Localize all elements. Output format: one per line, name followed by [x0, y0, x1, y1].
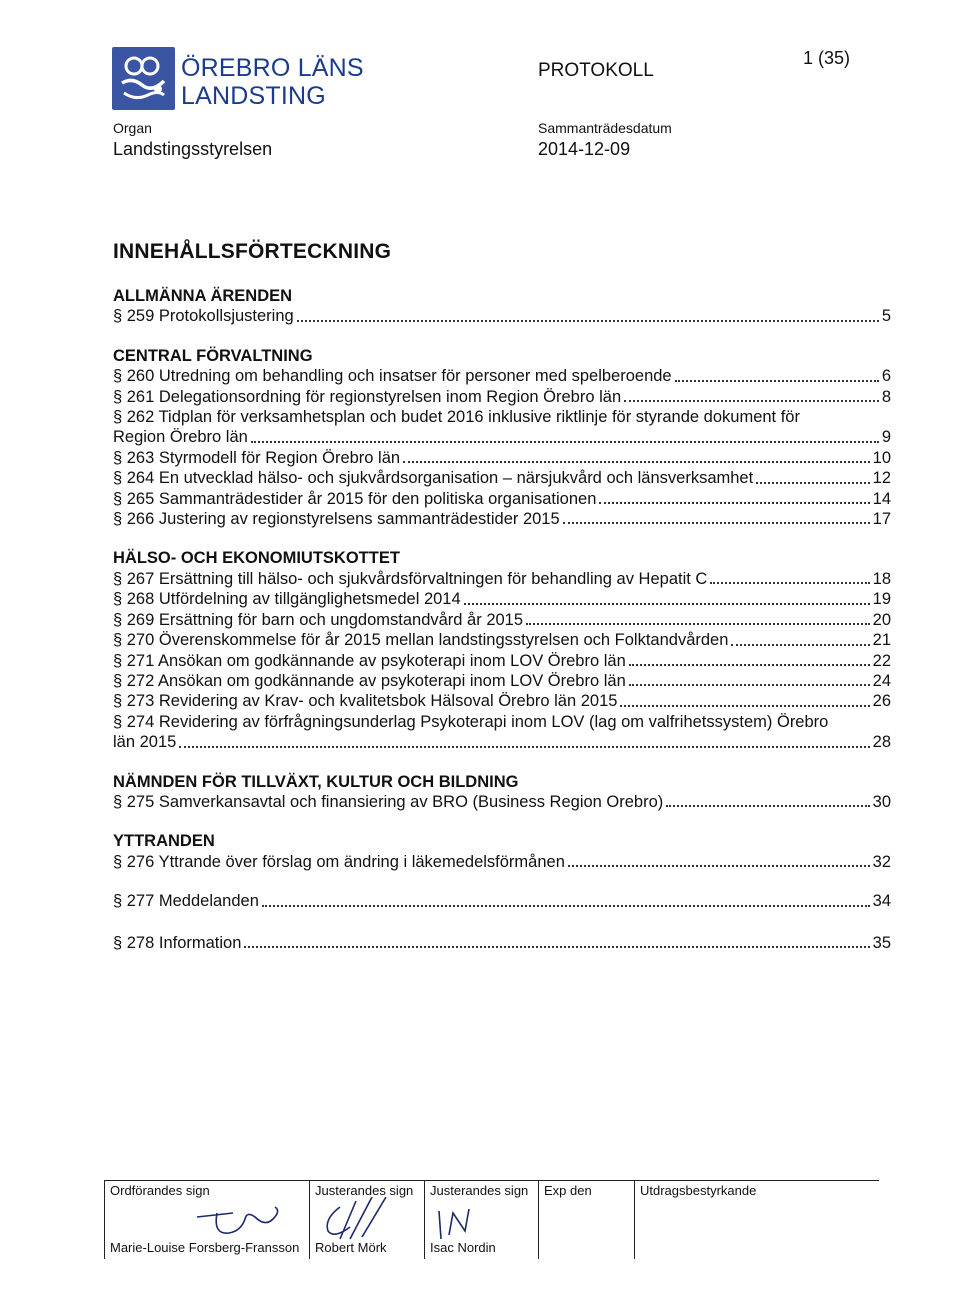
dot-leader	[251, 440, 879, 443]
handwritten-signature-icon	[425, 1197, 535, 1241]
signature-cell-extract-certified	[634, 1181, 879, 1259]
toc-entry-page: 8	[881, 387, 891, 406]
landsting-emblem-icon	[112, 47, 175, 110]
organ-label: Organ	[113, 120, 152, 136]
dot-leader	[629, 683, 870, 686]
toc-entry-page: 26	[872, 692, 891, 711]
date-label: Sammanträdesdatum	[538, 120, 672, 136]
toc-entry-text: § 264 En utvecklad hälso- och sjukvårdsorganisation – närsjukvård och länsverksamhet	[113, 469, 754, 488]
toc-entry	[113, 671, 891, 691]
toc-entry	[113, 509, 891, 529]
dot-leader	[629, 663, 870, 666]
dot-leader	[710, 581, 869, 584]
signature-name: Robert Mörk	[315, 1240, 387, 1255]
toc-entry-page: 5	[881, 307, 891, 326]
toc-entry	[113, 691, 891, 711]
toc-entry-text: Region Örebro län	[113, 428, 248, 447]
toc-standalone-entries	[113, 891, 891, 953]
toc-entry-line	[113, 712, 891, 732]
organization-name-line1: ÖREBRO LÄNS	[181, 54, 364, 82]
signature-cell-adjuster-1	[309, 1181, 424, 1259]
signature-label: Utdragsbestyrkande	[640, 1183, 757, 1198]
dot-leader	[568, 864, 870, 867]
dot-leader	[297, 319, 879, 322]
toc-section-heading: YTTRANDEN	[113, 832, 215, 851]
toc-entry-page: 6	[881, 367, 891, 386]
toc-entry-text: § 266 Justering av regionstyrelsens sammanträdestider 2015	[113, 510, 560, 529]
toc-entry	[113, 852, 891, 872]
toc-entry-page: 30	[872, 792, 891, 811]
toc-entry-page: 14	[872, 489, 891, 508]
dot-leader	[403, 460, 870, 463]
toc-section	[113, 346, 891, 530]
organization-name	[181, 54, 364, 110]
signature-label: Justerandes sign	[430, 1183, 529, 1198]
toc-entry-page: 24	[872, 671, 891, 690]
toc-entry	[113, 569, 891, 589]
toc-entry	[113, 427, 891, 447]
toc-entry-text: § 275 Samverkansavtal och finansiering av BRO (Business Region Orebro)	[113, 792, 664, 811]
toc-entry-page: 28	[872, 733, 891, 752]
toc-entry-text: § 267 Ersättning till hälso- och sjukvårdsförvaltningen för behandling av Hepatit C	[113, 569, 708, 588]
toc-entry	[113, 630, 891, 650]
toc-entry-text: § 263 Styrmodell för Region Örebro län	[113, 448, 401, 467]
toc-entry-page: 12	[872, 469, 891, 488]
dot-leader	[756, 481, 869, 484]
toc-entry-page: 10	[872, 448, 891, 467]
signature-cell-exp-date	[538, 1181, 634, 1259]
dot-leader	[620, 704, 869, 707]
date-value: 2014-12-09	[538, 139, 631, 159]
toc-section-heading: NÄMNDEN FÖR TILLVÄXT, KULTUR OCH BILDNING	[113, 772, 519, 791]
toc-standalone-item	[113, 933, 891, 953]
signature-cell-chair	[104, 1181, 309, 1259]
toc-entry	[113, 366, 891, 386]
toc-section	[113, 772, 891, 813]
toc-section	[113, 286, 891, 327]
toc-entry-page: 18	[872, 569, 891, 588]
toc-entry-text: § 265 Sammanträdestider år 2015 för den politiska organisationen	[113, 489, 597, 508]
toc-entry	[113, 933, 891, 953]
toc-title: INNEHÅLLSFÖRTECKNING	[113, 240, 392, 263]
toc-entry-text: § 277 Meddelanden	[113, 892, 259, 911]
toc-entry-text: § 259 Protokollsjustering	[113, 307, 294, 326]
toc-entry	[113, 792, 891, 812]
toc-entry-text: § 261 Delegationsordning för regionstyrelsen inom Region Örebro län	[113, 387, 622, 406]
toc-entry	[113, 468, 891, 488]
toc-entry	[113, 891, 891, 911]
toc-entry	[113, 651, 891, 671]
signature-name: Isac Nordin	[430, 1240, 496, 1255]
toc-entry-text: § 262 Tidplan för verksamhetsplan och budet 2016 inklusive riktlinje för styrande dokument för	[113, 408, 800, 427]
dot-leader	[179, 745, 869, 748]
toc-section-heading: HÄLSO- OCH EKONOMIUTSKOTTET	[113, 549, 400, 568]
table-of-contents	[113, 240, 891, 974]
handwritten-signature-icon	[105, 1197, 305, 1241]
toc-sections	[113, 286, 891, 872]
dot-leader	[599, 501, 869, 504]
dot-leader	[731, 643, 869, 646]
dot-leader	[666, 804, 869, 807]
dot-leader	[262, 904, 870, 907]
toc-entry-text: § 260 Utredning om behandling och insatser för personer med spelberoende	[113, 367, 672, 386]
toc-entry	[113, 448, 891, 468]
toc-entry	[113, 387, 891, 407]
signature-name: Marie-Louise Forsberg-Fransson	[110, 1240, 300, 1255]
page-number: 1 (35)	[803, 48, 851, 68]
toc-entry-text: § 276 Yttrande över förslag om ändring i läkemedelsförmånen	[113, 852, 565, 871]
toc-entry	[113, 610, 891, 630]
toc-entry-page: 19	[872, 590, 891, 609]
toc-entry	[113, 589, 891, 609]
handwritten-signature-icon	[310, 1197, 420, 1241]
dot-leader	[526, 622, 870, 625]
dot-leader	[464, 602, 870, 605]
dot-leader	[675, 379, 879, 382]
dot-leader	[624, 399, 879, 402]
toc-entry-page: 9	[881, 428, 891, 447]
toc-section	[113, 831, 891, 872]
toc-section	[113, 548, 891, 752]
organization-name-line2: LANDSTING	[181, 82, 326, 110]
toc-entry-page: 17	[872, 510, 891, 529]
toc-entry-text: § 272 Ansökan om godkännande av psykoterapi inom LOV Örebro län	[113, 671, 626, 690]
organ-value: Landstingsstyrelsen	[113, 139, 273, 159]
toc-entry-text: § 268 Utfördelning av tillgänglighetsmedel 2014	[113, 590, 461, 609]
toc-section-heading: CENTRAL FÖRVALTNING	[113, 346, 313, 365]
dot-leader	[563, 521, 870, 524]
toc-entry-text: § 274 Revidering av förfrågningsunderlag Psykoterapi inom LOV (lag om valfrihetssystem) Örebro	[113, 712, 829, 731]
toc-entry-text: § 278 Information	[113, 933, 242, 952]
toc-entry	[113, 732, 891, 752]
toc-entry-page: 32	[872, 852, 891, 871]
toc-entry-line	[113, 407, 891, 427]
signature-label: Exp den	[544, 1183, 592, 1198]
signature-table	[104, 1180, 879, 1259]
toc-entry-page: 21	[872, 631, 891, 650]
toc-section-heading: ALLMÄNNA ÄRENDEN	[113, 287, 293, 305]
toc-entry	[113, 489, 891, 509]
toc-entry-page: 34	[872, 892, 891, 911]
dot-leader	[244, 945, 869, 948]
logo-emblem	[112, 47, 175, 110]
toc-entry	[113, 306, 891, 326]
toc-entry-page: 20	[872, 610, 891, 629]
toc-entry-text: § 273 Revidering av Krav- och kvalitetsbok Hälsoval Örebro län 2015	[113, 692, 618, 711]
signature-cell-adjuster-2	[424, 1181, 538, 1259]
signature-label: Justerandes sign	[315, 1183, 414, 1198]
signature-label: Ordförandes sign	[110, 1183, 210, 1198]
toc-entry-text: § 270 Överenskommelse för år 2015 mellan landstingsstyrelsen och Folktandvården	[113, 631, 729, 650]
toc-entry-text: § 269 Ersättning för barn och ungdomstandvård år 2015	[113, 610, 524, 629]
toc-entry-page: 22	[872, 651, 891, 670]
toc-standalone-item	[113, 891, 891, 911]
document-type: PROTOKOLL	[538, 60, 654, 81]
toc-entry-text: § 271 Ansökan om godkännande av psykoterapi inom LOV Örebro län	[113, 651, 626, 670]
toc-entry-page: 35	[872, 933, 891, 952]
toc-entry-text: län 2015	[113, 733, 177, 752]
